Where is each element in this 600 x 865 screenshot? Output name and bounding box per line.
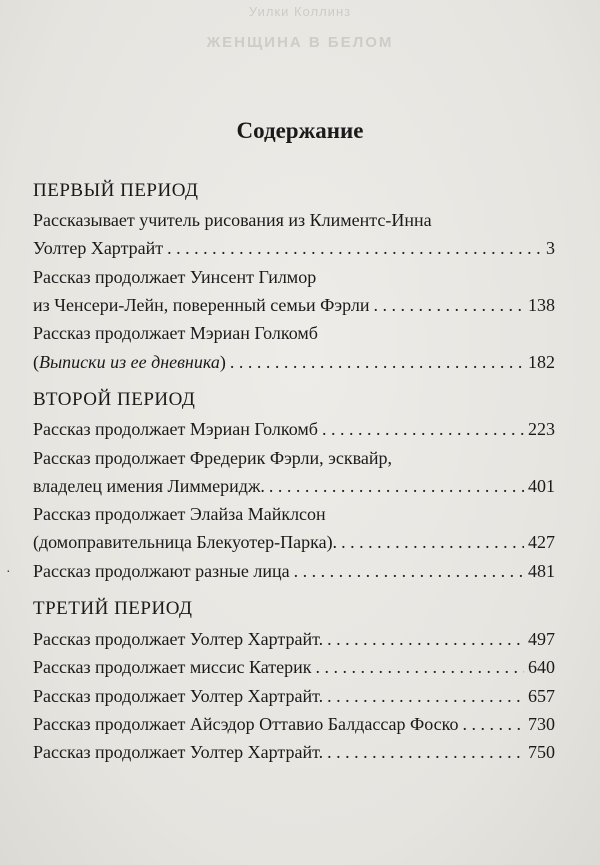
toc-entry[interactable] [33,474,555,498]
toc-entry-line: Рассказ продолжает Фредерик Фэрли, эсквайр, [33,448,393,468]
bleed-through-title: ЖЕНЩИНА В БЕЛОМ [206,34,394,51]
toc-entry[interactable] [33,293,555,317]
toc-entry[interactable] [33,684,555,708]
toc-entry-text: Рассказ продолжает Уолтер Хартрайт. [33,629,324,649]
toc-page-number: 182 [528,352,555,372]
toc-entry[interactable] [33,350,555,374]
toc-page-number: 138 [528,295,555,315]
leader-dots [294,559,524,583]
leader-dots [463,712,524,736]
toc-entry[interactable] [33,236,555,260]
toc-entry-text: Рассказ продолжает миссис Катерик [33,657,312,677]
toc-entry[interactable] [33,530,555,554]
toc-page-number: 3 [546,238,555,258]
toc-page-number: 481 [528,561,555,581]
leader-dots [327,740,524,764]
toc-page-number: 730 [528,714,555,734]
leader-dots [316,655,525,679]
leader-dots [269,474,524,498]
toc-entry-text: (домоправительница Блекуотер-Парка). [33,532,338,552]
toc-entry-text: Рассказ продолжает Айсэдор Оттавио Балдассар Фоско [33,714,459,734]
leader-dots [341,530,524,554]
toc-page-number: 223 [528,419,555,439]
toc-entry[interactable] [33,417,555,441]
toc-entry[interactable] [33,740,555,764]
toc-entry-text [33,350,226,374]
leader-dots [327,627,524,651]
toc-entry-text: Рассказ продолжают разные лица [33,561,290,581]
toc-entry-text: Рассказ продолжает Уолтер Хартрайт. [33,742,324,762]
toc-entry-text: владелец имения Лиммеридж. [33,476,265,496]
toc-entry-text: Рассказ продолжает Мэриан Голкомб [33,419,318,439]
toc-page-number: 657 [528,686,555,706]
toc-page-number: 497 [528,629,555,649]
toc-entry-line: Рассказ продолжает Мэриан Голкомб [33,323,318,343]
paren-close: ) [219,352,226,372]
leader-dots [373,293,524,317]
toc-page-number: 750 [528,742,555,762]
toc-entry-line: Рассказывает учитель рисования из Климентс-Инна [33,210,432,230]
section-heading-first-period: ПЕРВЫЙ ПЕРИОД [33,180,199,201]
toc-page-number: 401 [528,476,555,496]
toc-entry-text: Рассказ продолжает Уолтер Хартрайт. [33,686,324,706]
toc-entry[interactable] [33,712,555,736]
section-heading-third-period: ТРЕТИЙ ПЕРИОД [33,598,193,619]
page-title: Содержание [236,118,364,143]
leader-dots [327,684,524,708]
leader-dots [230,350,524,374]
leader-dots [167,236,542,260]
italic-subtitle: Выписки из ее дневника [39,352,220,372]
toc-entry[interactable] [33,627,555,651]
toc-entry[interactable] [33,655,555,679]
toc-page-number: 640 [528,657,555,677]
paren-open: ( [33,352,39,372]
toc-entry[interactable] [33,559,555,583]
section-heading-second-period: ВТОРОЙ ПЕРИОД [33,389,196,410]
bleed-through-author: Уилки Коллинз [248,4,352,19]
toc-entry-line: Рассказ продолжает Элайза Майклсон [33,504,326,524]
toc-entry-line: Рассказ продолжает Уинсент Гилмор [33,267,317,287]
toc-entry-text: Уолтер Хартрайт [33,238,164,258]
toc-page-number: 427 [528,532,555,552]
leader-dots [322,417,524,441]
toc-entry-text: из Ченсери-Лейн, поверенный семьи Фэрли [33,295,370,315]
margin-speck: · [6,565,11,580]
